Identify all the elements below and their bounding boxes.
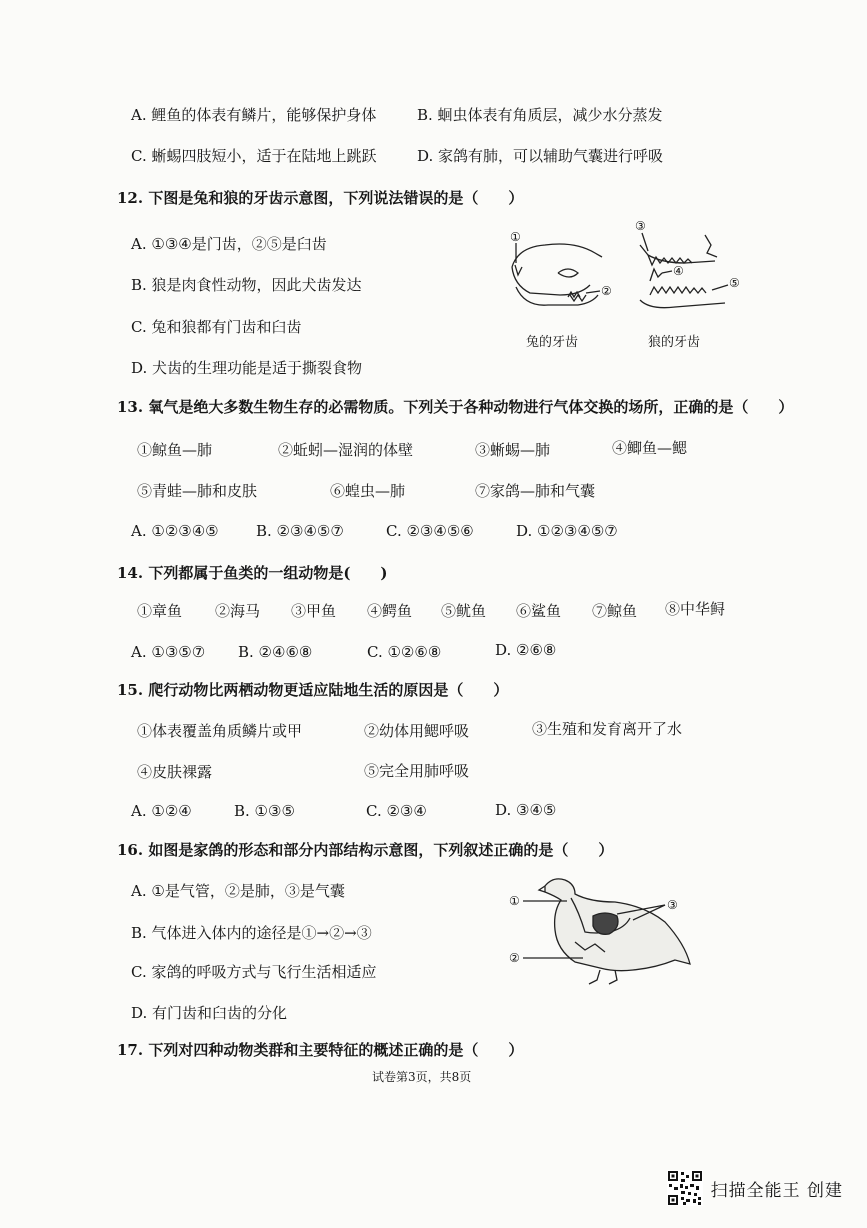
wolf-label-3: ③ xyxy=(635,219,646,233)
q13-item-4: ④鲫鱼—鳃 xyxy=(612,439,688,457)
q15-option-d: D. ③④⑤ xyxy=(495,801,557,819)
q11-option-a: A. 鲤鱼的体表有鳞片，能够保护身体 xyxy=(131,106,377,124)
q15-item-1: ①体表覆盖角质鳞片或甲 xyxy=(137,722,303,740)
q13-stem: 13. 氧气是绝大多数生物生存的必需物质。下列关于各种动物进行气体交换的场所，正确的是（ ） xyxy=(117,398,794,416)
q16-option-b: B. 气体进入体内的途径是①→②→③ xyxy=(131,924,372,942)
q14-item-6: ⑥鲨鱼 xyxy=(516,602,562,620)
q15-item-3: ③生殖和发育离开了水 xyxy=(532,720,683,738)
wolf-label-4: ④ xyxy=(673,264,684,278)
rabbit-caption: 兔的牙齿 xyxy=(526,335,579,350)
q13-item-2: ②蚯蚓—湿润的体壁 xyxy=(278,441,414,459)
q15-option-a: A. ①②④ xyxy=(131,802,192,820)
pigeon-label-2: ② xyxy=(509,951,520,965)
q15-stem: 15. 爬行动物比两栖动物更适应陆地生活的原因是（ ） xyxy=(117,681,509,699)
qr-code-icon xyxy=(667,1170,703,1206)
page-footer: 试卷第3页，共8页 xyxy=(372,1070,472,1084)
q15-item-2: ②幼体用鳃呼吸 xyxy=(364,722,470,740)
scanner-watermark xyxy=(667,1170,843,1206)
q13-item-5: ⑤青蛙—肺和皮肤 xyxy=(137,482,258,500)
pigeon-label-1: ① xyxy=(509,894,520,908)
q14-item-7: ⑦鲸鱼 xyxy=(592,602,638,620)
q14-item-5: ⑤鱿鱼 xyxy=(441,602,487,620)
q15-item-5: ⑤完全用肺呼吸 xyxy=(364,762,470,780)
rabbit-label-2: ② xyxy=(601,284,612,298)
q14-item-8: ⑧中华鲟 xyxy=(665,600,726,618)
q11-option-b: B. 蛔虫体表有角质层，减少水分蒸发 xyxy=(417,106,663,124)
q13-item-7: ⑦家鸽—肺和气囊 xyxy=(475,482,596,500)
q13-option-c: C. ②③④⑤⑥ xyxy=(386,522,474,540)
q15-option-b: B. ①③⑤ xyxy=(234,802,295,820)
pigeon-label-3: ③ xyxy=(667,898,678,912)
q15-option-c: C. ②③④ xyxy=(366,802,427,820)
q16-stem: 16. 如图是家鸽的形态和部分内部结构示意图，下列叙述正确的是（ ） xyxy=(117,841,614,859)
q11-option-c: C. 蜥蜴四肢短小，适于在陆地上跳跃 xyxy=(131,147,377,165)
q13-option-a: A. ①②③④⑤ xyxy=(131,522,219,540)
q14-item-4: ④鳄鱼 xyxy=(367,602,413,620)
q12-option-d: D. 犬齿的生理功能是适于撕裂食物 xyxy=(131,359,363,377)
q14-stem: 14. 下列都属于鱼类的一组动物是( ) xyxy=(117,564,388,582)
q16-option-c: C. 家鸽的呼吸方式与飞行生活相适应 xyxy=(131,963,377,981)
wolf-caption: 狼的牙齿 xyxy=(648,335,701,350)
q15-item-4: ④皮肤裸露 xyxy=(137,763,213,781)
q16-option-d: D. 有门齿和臼齿的分化 xyxy=(131,1004,288,1022)
teeth-figure xyxy=(500,215,760,355)
q13-item-1: ①鲸鱼—肺 xyxy=(137,441,213,459)
watermark-text: 扫描全能王 创建 xyxy=(710,1180,843,1201)
q12-option-b: B. 狼是肉食性动物，因此犬齿发达 xyxy=(131,276,362,294)
pigeon-figure xyxy=(505,872,705,990)
q13-option-d: D. ①②③④⑤⑦ xyxy=(516,522,618,540)
q11-option-d: D. 家鸽有肺，可以辅助气囊进行呼吸 xyxy=(417,147,664,165)
q14-item-1: ①章鱼 xyxy=(137,602,183,620)
q14-option-a: A. ①③⑤⑦ xyxy=(131,643,206,661)
q14-option-d: D. ②⑥⑧ xyxy=(495,641,557,659)
q13-item-3: ③蜥蜴—肺 xyxy=(475,441,551,459)
q14-option-b: B. ②④⑥⑧ xyxy=(238,643,313,661)
pigeon-diagram xyxy=(505,872,705,990)
q14-item-2: ②海马 xyxy=(215,602,261,620)
q12-option-a: A. ①③④是门齿，②⑤是臼齿 xyxy=(131,235,327,253)
teeth-diagram xyxy=(500,215,760,355)
q12-stem: 12. 下图是兔和狼的牙齿示意图，下列说法错误的是（ ） xyxy=(117,189,524,207)
q14-item-3: ③甲鱼 xyxy=(291,602,337,620)
q13-item-6: ⑥蝗虫—肺 xyxy=(330,482,406,500)
q12-option-c: C. 兔和狼都有门齿和臼齿 xyxy=(131,318,302,336)
rabbit-label-1: ① xyxy=(510,230,521,244)
wolf-label-5: ⑤ xyxy=(729,276,740,290)
q16-option-a: A. ①是气管，②是肺，③是气囊 xyxy=(131,882,345,900)
q17-stem: 17. 下列对四种动物类群和主要特征的概述正确的是（ ） xyxy=(117,1041,524,1059)
q14-option-c: C. ①②⑥⑧ xyxy=(367,643,442,661)
q13-option-b: B. ②③④⑤⑦ xyxy=(256,522,344,540)
